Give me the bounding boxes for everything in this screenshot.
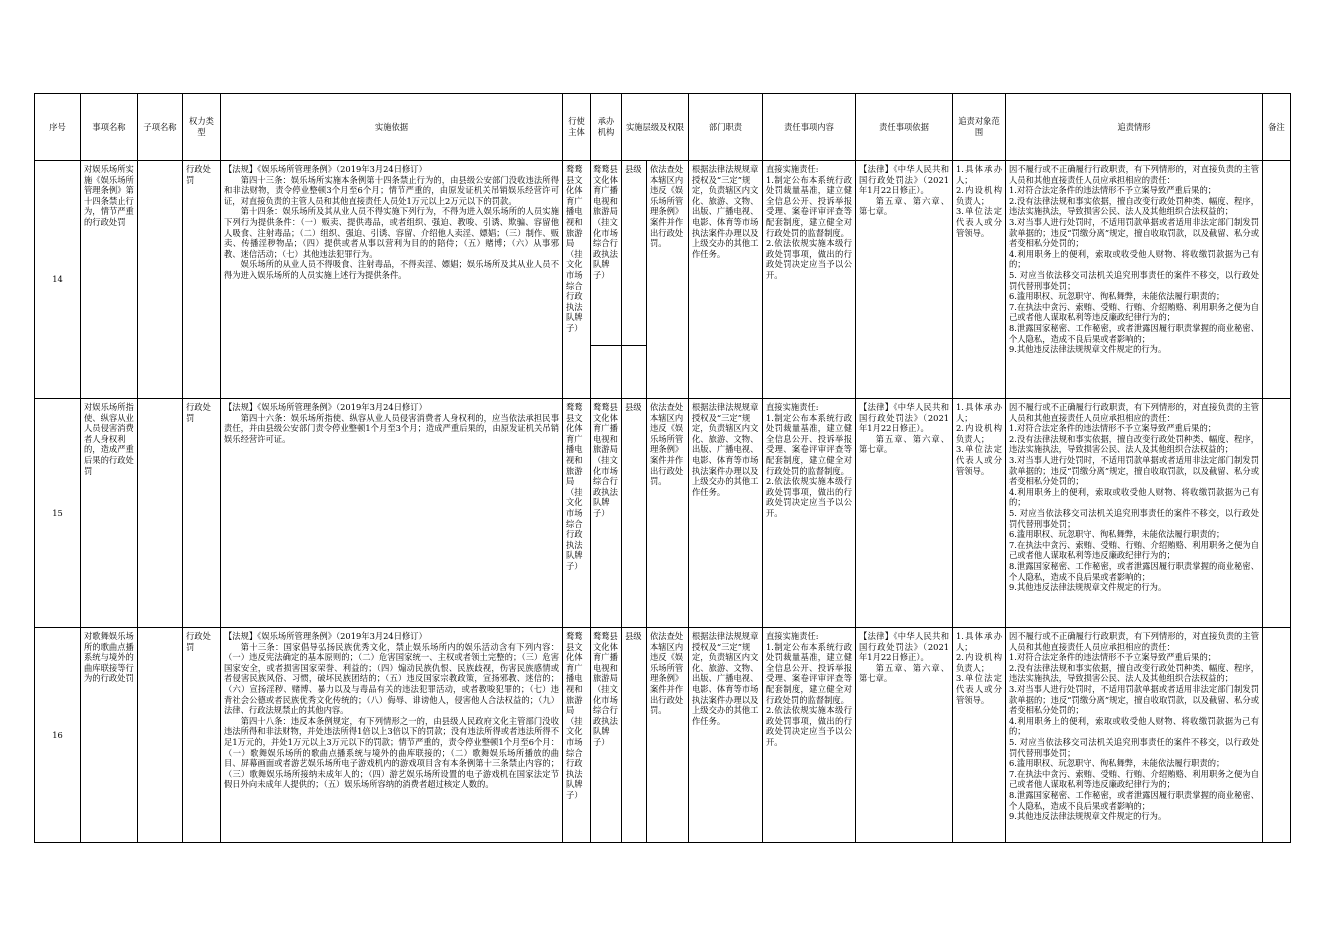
header-power-type: 权力类型 <box>183 94 221 161</box>
basis-paragraph: 第十三条：国家倡导弘扬民族优秀文化，禁止娱乐场所内的娱乐活动含有下列内容：（一）违反宪法确定的基本原则的；（二）危害国家统一、主权或者领土完整的；（三）危害国家安全，或者损害国家荣誉、利益的；（四）煽动民族仇恨、民族歧视，伤害民族感情或者侵害民族风俗、习惯，破坏民族团结的；（五）违反国家宗教政策，宣扬邪教、迷信的；（六）宣扬淫秽、赌博、暴力以及与毒品有关的违法犯罪活动，或者教唆犯罪的；（七）违背社会公德或者民族优秀文化传统的；（八）侮辱、诽谤他人，侵害他人合法权益的；（九）法律、行政法规禁止的其他内容。 <box>224 641 559 716</box>
basis-paragraph: 第四十八条：违反本条例规定，有下列情形之一的，由县级人民政府文化主管部门没收违法所得和非法财物，并处违法所得1倍以上3倍以下的罚款；没有违法所得或者违法所得不足1万元的，并处1万元以上3万元以下的罚款；情节严重的，责令停业整顿1个月至6个月：（一）歌舞娱乐场所的歌曲点播系统与境外的曲库联接的；（二）歌舞娱乐场所播放的曲目、屏幕画面或者游艺娱乐场所电子游戏机内的游戏项目含有本条例第十三条禁止内容的；（三）歌舞娱乐场所接纳未成年人的；（四）游艺娱乐场所设置的电子游戏机在国家法定节假日外向未成年人提供的；（五）娱乐场所容纳的消费者超过核定人数的。 <box>224 715 559 790</box>
implementation-authority: 依法查处本辖区内违反《娱乐场所管理条例》案件并作出行政处罚。 <box>650 402 684 487</box>
case-line: 4.利用职务上的便利，索取或收受他人财物、将收缴罚款据为己有的； <box>1009 715 1259 737</box>
implementation-basis <box>224 164 559 395</box>
duty-cell <box>689 399 763 628</box>
table-row <box>35 628 1291 843</box>
header-row <box>35 94 1291 161</box>
row-number: 14 <box>35 161 81 399</box>
basis-cell <box>221 628 563 843</box>
basis-title: 【法规】《娱乐场所管理条例》（2019年3月24日修订） <box>224 164 427 174</box>
case-line: 因不履行或不正确履行行政职责，有下列情形的，对直接负责的主管人员和其他直接责任人员应承担相应的责任： <box>1009 631 1259 652</box>
responsibility-cell <box>763 161 856 399</box>
power-type: 行政处罚 <box>186 402 211 423</box>
case-line: 5. 对应当依法移交司法机关追究刑事责任的案件不移交，以行政处罚代替刑事处罚； <box>1009 269 1259 291</box>
header-sub-item: 子项名称 <box>138 94 183 161</box>
implementation-level: 县级 <box>625 164 642 174</box>
item-name-cell <box>81 399 138 628</box>
case-line: 2.没有法律法规和事实依据，擅自改变行政处罚种类、幅度、程序，违法实施执法，导致损害公民、法人及其他组织合法权益的； <box>1009 195 1259 217</box>
table-row <box>35 161 1291 399</box>
subject-cell <box>563 399 591 628</box>
remark <box>1266 631 1287 839</box>
authority-cell <box>647 399 689 628</box>
handling-agency: 鹜鹜县文化体育广播电视和旅游局（挂文化市场综合行政执法队牌子） <box>593 402 618 518</box>
header-responsibility-basis: 责任事项依据 <box>856 94 953 161</box>
level-cell <box>622 628 647 843</box>
subject-cell <box>563 161 591 399</box>
responsibility-basis-cell <box>856 628 953 843</box>
case-line: 1.对符合法定条件的违法情形不予立案导致严重后果的； <box>1009 652 1217 663</box>
case-line: 4.利用职务上的便利，索取或收受他人财物、将收缴罚款据为己有的； <box>1009 486 1259 508</box>
responsibility-basis-line: 【法律】《中华人民共和国行政处罚法》（2021年1月22日修正）。 <box>859 631 949 663</box>
responsibility-line: 直接实施责任: <box>766 402 819 412</box>
case-line: 8.泄露国家秘密、工作秘密，或者泄露因履行职责掌握的商业秘密、个人隐私，造成不良后果或者影响的； <box>1009 322 1259 344</box>
case-line: 8.泄露国家秘密、工作秘密，或者泄露因履行职责掌握的商业秘密、个人隐私，造成不良后果或者影响的； <box>1009 789 1259 811</box>
department-duty: 根据法律法规规章授权及“三定”规定，负责辖区内文化、旅游、文物、出版、广播电视、电影、体育等市场执法案件办理以及上级交办的其他工作任务。 <box>692 164 759 259</box>
power-type: 行政处罚 <box>186 164 211 185</box>
power-type: 行政处罚 <box>186 631 211 652</box>
responsibility-basis-cell <box>856 161 953 399</box>
accountability-cases-cell <box>1006 399 1263 628</box>
duty-cell <box>689 628 763 843</box>
accountability-cases-cell <box>1006 161 1263 399</box>
responsibility-line: 2.依法依规实施本级行政处罚事项，做出的行政处罚决定应当予以公开。 <box>766 705 852 747</box>
case-line: 7.在执法中贪污、索贿、受贿、行贿、介绍贿赂、利用职务之便为自己或者他人谋取私利等违反廉政纪律行为的； <box>1009 768 1259 790</box>
basis-paragraph: 第十四条：娱乐场所及其从业人员不得实施下列行为，不得为进入娱乐场所的人员实施下列行为提供条件：（一）贩卖、提供毒品，或者组织、强迫、教唆、引诱、欺骗、容留他人吸食、注射毒品；（二）组织、强迫、引诱、容留、介绍他人卖淫、嫖娼；（三）制作、贩卖、传播淫秽物品；（四）提供或者从事以营利为目的的陪侍；（五）赌博；（六）从事邪教、迷信活动；（七）其他违法犯罪行为。 <box>224 206 559 259</box>
case-line: 因不履行或不正确履行行政职责，有下列情形的，对直接负责的主管人员和其他直接责任人员应承担相应的责任： <box>1009 164 1259 185</box>
sub-item-name <box>141 631 179 839</box>
case-line: 7.在执法中贪污、索贿、受贿、行贿、介绍贿赂、利用职务之便为自己或者他人谋取私利等违反廉政纪律行为的； <box>1009 301 1259 323</box>
responsibility-line: 直接实施责任: <box>766 631 819 641</box>
sub-item-cell <box>138 399 183 628</box>
responsibility-cell <box>763 628 856 843</box>
header-item-name: 事项名称 <box>81 94 138 161</box>
table-row <box>35 399 1291 628</box>
remark <box>1266 402 1287 624</box>
handling-agency: 鹜鹜县文化体育广播电视和旅游局（挂文化市场综合行政执法队牌子） <box>593 164 618 280</box>
row-number: 15 <box>35 399 81 628</box>
accountability-scope <box>956 164 1002 395</box>
level-cell <box>622 161 647 399</box>
responsibility-basis <box>859 631 949 839</box>
responsibility-content <box>766 631 852 839</box>
header-subject: 行使主体 <box>563 94 591 161</box>
department-duty: 根据法律法规规章授权及“三定”规定，负责辖区内文化、旅游、文物、出版、广播电视、电影、体育等市场执法案件办理以及上级交办的其他工作任务。 <box>692 402 759 497</box>
item-name: 对娱乐场所指使、纵容从业人员侵害消费者人身权利的，造成严重后果的行政处罚 <box>84 402 134 476</box>
case-line: 2.没有法律法规和事实依据，擅自改变行政处罚种类、幅度、程序，违法实施执法，导致损害公民、法人及其他组织合法权益的； <box>1009 662 1259 684</box>
agency-cell <box>591 399 622 628</box>
case-line: 5. 对应当依法移交司法机关追究刑事责任的案件不移交，以行政处罚代替刑事处罚； <box>1009 507 1259 529</box>
implementation-level: 县级 <box>625 631 642 641</box>
item-name: 对娱乐场所实施《娱乐场所管理条例》第十四条禁止行为，情节严重的行政处罚 <box>84 164 134 227</box>
responsibility-line: 1.制定公布本系统行政处罚裁量基准，建立健全信息公开、投诉举报受理、案卷评审评查等配套制度，建立健全对行政处罚的监督制度。 <box>766 174 852 238</box>
header-index: 序号 <box>35 94 81 161</box>
case-line: 6.滥用职权、玩忽职守、徇私舞弊，未能依法履行职责的； <box>1009 291 1225 302</box>
remark <box>1266 164 1287 395</box>
item-name: 对歌舞娱乐场所的歌曲点播系统与境外的曲库联接等行为的行政处罚 <box>84 631 134 684</box>
responsibility-basis-line: 第五章、第六章、第七章。 <box>859 195 949 217</box>
power-type-cell <box>183 161 221 399</box>
remark-cell <box>1263 628 1291 843</box>
sub-item-cell <box>138 628 183 843</box>
accountability-cases <box>1009 631 1259 839</box>
authority-cell <box>647 161 689 399</box>
item-name-cell <box>81 161 138 399</box>
case-line: 7.在执法中贪污、索贿、受贿、行贿、介绍贿赂、利用职务之便为自己或者他人谋取私利等违反廉政纪律行为的； <box>1009 539 1259 561</box>
responsibility-basis-cell <box>856 399 953 628</box>
scope-line: 3.单位法定代表人或分管领导。 <box>956 206 1002 238</box>
scope-line: 1.具体承办人； <box>956 631 1002 652</box>
row-number: 16 <box>35 628 81 843</box>
accountability-cases <box>1009 164 1259 395</box>
responsibility-line: 1.制定公布本系统行政处罚裁量基准，建立健全信息公开、投诉举报受理、案卷评审评查等配套制度，建立健全对行政处罚的监督制度。 <box>766 641 852 705</box>
sub-item-cell <box>138 161 183 399</box>
responsibility-line: 直接实施责任: <box>766 164 819 174</box>
item-name-cell <box>81 628 138 843</box>
remark-cell <box>1263 399 1291 628</box>
case-line: 3.对当事人进行处罚时，不适用罚款单据或者适用非法定部门制发罚款单据的；违反“罚缴分离”规定，擅自收取罚款，以及截留、私分或者变相私分处罚的； <box>1009 683 1259 716</box>
responsibility-content <box>766 164 852 395</box>
case-line: 8.泄露国家秘密、工作秘密，或者泄露因履行职责掌握的商业秘密、个人隐私，造成不良后果或者影响的； <box>1009 560 1259 582</box>
case-line: 6.滥用职权、玩忽职守、徇私舞弊，未能依法履行职责的； <box>1009 529 1225 540</box>
implementation-basis <box>224 402 559 624</box>
accountability-scope-cell <box>953 161 1006 399</box>
header-agency: 承办机构 <box>591 94 622 161</box>
power-type-cell <box>183 399 221 628</box>
power-type-cell <box>183 628 221 843</box>
case-line: 1.对符合法定条件的违法情形不予立案导致严重后果的； <box>1009 423 1217 434</box>
subject-cell <box>563 628 591 843</box>
agency-cell <box>591 628 622 843</box>
responsibility-basis-line: 【法律】《中华人民共和国行政处罚法》（2021年1月22日修正）。 <box>859 164 949 196</box>
accountability-scope-cell <box>953 628 1006 843</box>
agency-cell <box>591 161 622 399</box>
accountability-scope <box>956 631 1002 839</box>
accountability-scope <box>956 402 1002 624</box>
basis-title: 【法规】《娱乐场所管理条例》（2019年3月24日修订） <box>224 631 427 641</box>
header-basis: 实施依据 <box>221 94 563 161</box>
level-cell <box>622 399 647 628</box>
case-line: 9.其他违反法律法规规章文件规定的行为。 <box>1009 582 1167 593</box>
responsibility-line: 2.依法依规实施本级行政处罚事项，做出的行政处罚决定应当予以公开。 <box>766 476 852 518</box>
case-line: 3.对当事人进行处罚时，不适用罚款单据或者适用非法定部门制发罚款单据的；违反“罚缴分离”规定，擅自收取罚款，以及截留、私分或者变相私分处罚的； <box>1009 216 1259 249</box>
case-line: 2.没有法律法规和事实依据，擅自改变行政处罚种类、幅度、程序，违法实施执法，导致损害公民、法人及其他组织合法权益的； <box>1009 433 1259 455</box>
responsibility-cell <box>763 399 856 628</box>
implementation-authority: 依法查处本辖区内违反《娱乐场所管理条例》案件并作出行政处罚。 <box>650 631 684 716</box>
exercising-subject: 鹜鹜县文化体育广播电视和旅游局（挂文化市场综合行政执法队牌子） <box>566 402 583 571</box>
basis-paragraph: 第四十三条：娱乐场所实施本条例第十四条禁止行为的，由县级公安部门没收违法所得和非法财物，责令停业整顿3个月至6个月；情节严重的，由原发证机关吊销娱乐经营许可证，对直接负责的主管人员和其他直接责任人员处1万元以上2万元以下的罚款。 <box>224 174 559 206</box>
responsibility-basis-line: 第五章、第六章、第七章。 <box>859 662 949 684</box>
scope-line: 2.内设机构负责人； <box>956 185 1002 206</box>
sub-item-name <box>141 164 179 395</box>
responsibility-line: 2.依法依规实施本级行政处罚事项，做出的行政处罚决定应当予以公开。 <box>766 238 852 280</box>
header-accountability-cases: 追责情形 <box>1006 94 1263 161</box>
department-duty: 根据法律法规规章授权及“三定”规定，负责辖区内文化、旅游、文物、出版、广播电视、电影、体育等市场执法案件办理以及上级交办的其他工作任务。 <box>692 631 759 726</box>
responsibility-line: 1.制定公布本系统行政处罚裁量基准，建立健全信息公开、投诉举报受理、案卷评审评查等配套制度，建立健全对行政处罚的监督制度。 <box>766 412 852 476</box>
case-line: 9.其他违反法律法规规章文件规定的行为。 <box>1009 811 1167 822</box>
implementation-level: 县级 <box>625 402 642 412</box>
case-line: 4.利用职务上的便利，索取或收受他人财物、将收缴罚款据为己有的； <box>1009 248 1259 270</box>
case-line: 9.其他违反法律法规规章文件规定的行为。 <box>1009 344 1167 355</box>
scope-line: 2.内设机构负责人； <box>956 652 1002 673</box>
implementation-authority: 依法查处本辖区内违反《娱乐场所管理条例》案件并作出行政处罚。 <box>650 164 684 249</box>
authority-cell <box>647 628 689 843</box>
sub-item-name <box>141 402 179 624</box>
scope-line: 3.单位法定代表人或分管领导。 <box>956 673 1002 705</box>
header-responsibility: 责任事项内容 <box>763 94 856 161</box>
handling-agency: 鹜鹜县文化体育广播电视和旅游局（挂文化市场综合行政执法队牌子） <box>593 631 618 747</box>
basis-paragraph: 娱乐场所的从业人员不得吸食、注射毒品，不得卖淫、嫖娼；娱乐场所及其从业人员不得为进入娱乐场所的人员实施上述行为提供条件。 <box>224 259 559 280</box>
responsibility-basis-line: 第五章、第六章、第七章。 <box>859 433 949 455</box>
case-line: 1.对符合法定条件的违法情形不予立案导致严重后果的； <box>1009 185 1217 196</box>
accountability-scope-cell <box>953 399 1006 628</box>
header-remark: 备注 <box>1263 94 1291 161</box>
basis-cell <box>221 161 563 399</box>
basis-paragraph: 第四十六条：娱乐场所指使、纵容从业人员侵害消费者人身权利的，应当依法承担民事责任，并由县级公安部门责令停业整顿1个月至3个月；造成严重后果的，由原发证机关吊销娱乐经营许可证。 <box>224 412 559 444</box>
responsibility-basis <box>859 164 949 395</box>
case-line: 3.对当事人进行处罚时，不适用罚款单据或者适用非法定部门制发罚款单据的；违反“罚缴分离”规定，擅自收取罚款，以及截留、私分或者变相私分处罚的； <box>1009 454 1259 487</box>
basis-title: 【法规】《娱乐场所管理条例》（2019年3月24日修订） <box>224 402 427 412</box>
merged-cell-divider <box>590 345 646 346</box>
case-line: 5. 对应当依法移交司法机关追究刑事责任的案件不移交，以行政处罚代替刑事处罚； <box>1009 736 1259 758</box>
power-responsibility-table <box>34 93 1291 843</box>
accountability-cases-cell <box>1006 628 1263 843</box>
remark-cell <box>1263 161 1291 399</box>
case-line: 6.滥用职权、玩忽职守、徇私舞弊，未能依法履行职责的； <box>1009 758 1225 769</box>
responsibility-basis <box>859 402 949 624</box>
accountability-cases <box>1009 402 1259 624</box>
implementation-basis <box>224 631 559 839</box>
scope-line: 1.具体承办人； <box>956 164 1002 185</box>
header-accountability-scope: 追责对象范围 <box>953 94 1006 161</box>
scope-line: 3.单位法定代表人或分管领导。 <box>956 444 1002 476</box>
duty-cell <box>689 161 763 399</box>
responsibility-basis-line: 【法律】《中华人民共和国行政处罚法》（2021年1月22日修正）。 <box>859 402 949 434</box>
scope-line: 1.具体承办人； <box>956 402 1002 423</box>
scope-line: 2.内设机构负责人； <box>956 423 1002 444</box>
basis-cell <box>221 399 563 628</box>
case-line: 因不履行或不正确履行行政职责，有下列情形的，对直接负责的主管人员和其他直接责任人员应承担相应的责任： <box>1009 402 1259 423</box>
header-level-authority: 实施层级及权限 <box>622 94 689 161</box>
exercising-subject: 鹜鹜县文化体育广播电视和旅游局（挂文化市场综合行政执法队牌子） <box>566 164 583 333</box>
responsibility-content <box>766 402 852 624</box>
exercising-subject: 鹜鹜县文化体育广播电视和旅游局（挂文化市场综合行政执法队牌子） <box>566 631 583 800</box>
header-duty: 部门职责 <box>689 94 763 161</box>
